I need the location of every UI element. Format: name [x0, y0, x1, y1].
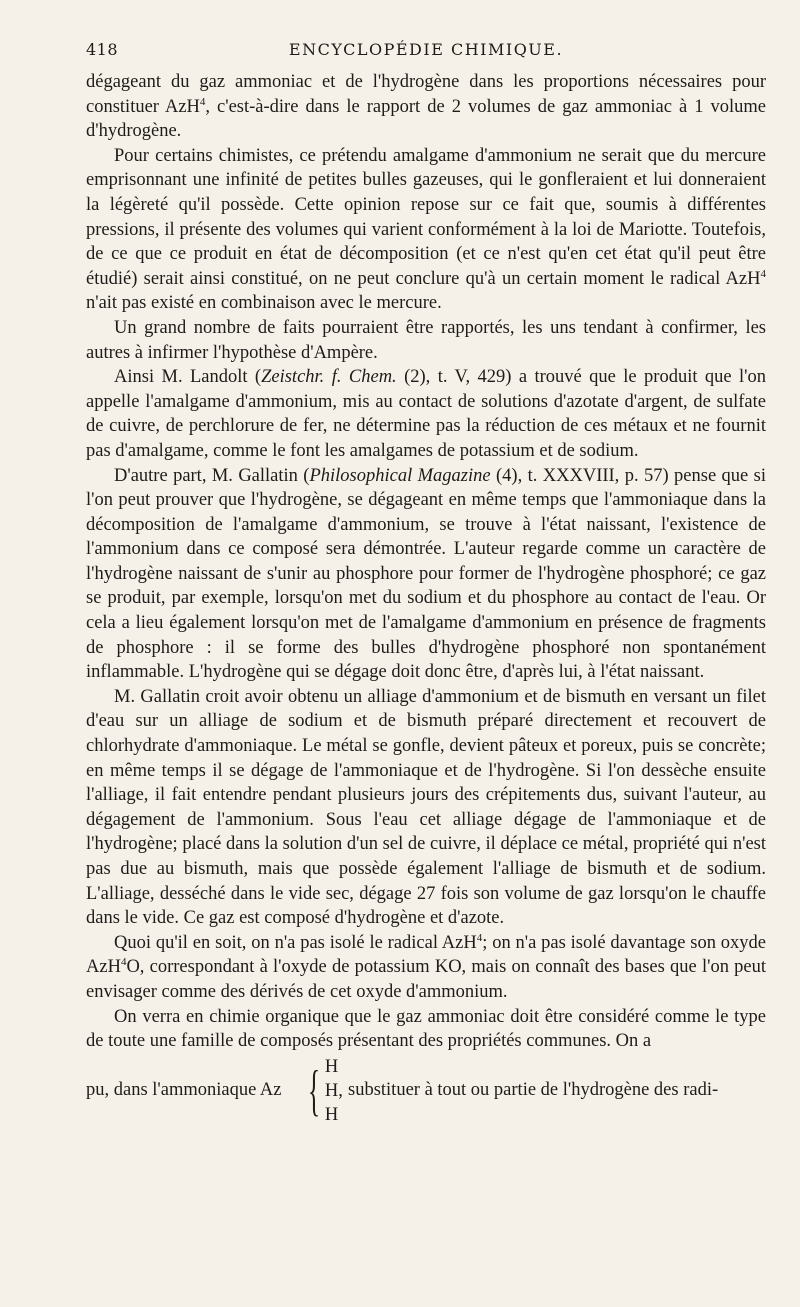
paragraph-3: Un grand nombre de faits pourraient être rapportés, les uns tendant à confirmer, les autres à infirmer l'hypothèse d'Ampère. [86, 317, 766, 363]
hydrogen-2: H, [324, 1080, 343, 1101]
paragraph-8: On verra en chimie organique que le gaz ammoniac doit être considéré comme le type de toute une famille de composés présentant des propriétés communes. On a [86, 1006, 766, 1052]
ammonia-formula [308, 1054, 343, 1128]
page-number: 418 [86, 40, 119, 59]
paragraph-5: D'autre part, M. Gallatin (Philosophical Magazine (4), t. XXXVIII, p. 57) pense que si l'on peut prouver que l'hydrogène, se dégageant en même temps que l'ammoniaque dans la décomposition de l'amalgame d'ammonium, se trouve à l'état naissant, l'existence de l'ammonium dans ce composé sera démontrée. L'auteur regarde comme un caractère de l'hydrogène naissant de s'unir au phosphore pour former de l'hydrogène phosphoré; ce gaz se produit, par exemple, lorsqu'on met du sodium et du phosphore au contact de l'eau. Or cela a lieu également lorsqu'on met de l'amalgame d'ammonium en présence de fragments de phosphore : il se forme des bulles d'hydrogène phosphoré non spontanément inflammable. L'hydrogène qui se dégage doit donc être, d'après lui, à l'état naissant. [86, 465, 766, 683]
paragraph-7: Quoi qu'il en soit, on n'a pas isolé le radical AzH$^4$; on n'a pas isolé davantage son oxyde AzH$^4$O, correspondant à l'oxyde de potassium KO, mais on connaît des bases que l'on peut envisager comme des dérivés de cet oxyde d'ammonium. [86, 931, 766, 1002]
formula-line [86, 1054, 766, 1128]
running-head [86, 40, 766, 70]
paragraph-6: M. Gallatin croit avoir obtenu un alliage d'ammonium et de bismuth en versant un filet d'eau sur un alliage de sodium et de bismuth préparé directement et recouvert de chlorhydrate d'ammoniaque. Le métal se gonfle, devient pâteux et poreux, puis se concrète; en même temps il se dégage de l'ammoniaque et de l'hydrogène. Si l'on dessèche ensuite l'alliage, il fait entendre pendant plusieurs jours des crépitements dus, suivant l'auteur, au dégagement de l'ammonium. Sous l'eau cet alliage dégage de l'ammoniaque et de l'hydrogène; placé dans la solution d'un sel de cuivre, il déplace ce métal, propriété qui n'est pas due au bismuth, mais que possède également l'alliage de bismuth et de sodium. L'alliage, desséché dans le vide sec, dégage 27 fois son volume de gaz lorsqu'on le chauffe dans le vide. Ce gaz est composé d'hydrogène et d'azote. [86, 686, 766, 929]
running-title: ENCYCLOPÉDIE CHIMIQUE. [288, 40, 564, 59]
formula-left-text: pu, dans l'ammoniaque Az [86, 1079, 282, 1100]
body-text [86, 70, 766, 1128]
curly-brace: { [308, 1059, 321, 1122]
paragraph-2: Pour certains chimistes, ce prétendu amalgame d'ammonium ne serait que du mercure emprisonnant une infinité de petites bulles gazeuses, qui le gonfleraient et lui donneraient la légèreté qu'il possède. Cette opinion repose sur ce fait que, soumis à différentes pressions, il présente des volumes qui varient conformément à la loi de Mariotte. Toutefois, de ce que ce produit en état de décomposition (et ce n'est qu'en cet état qu'il peut être étudié) serait ainsi constitué, on ne peut conclure qu'à un certain moment le radical AzH$^4$ n'ait pas existé en combinaison avec le mercure. [86, 145, 766, 314]
hydrogen-1: H [324, 1056, 339, 1077]
formula-right-text: substituer à tout ou partie de l'hydrogène des radi- [348, 1079, 719, 1100]
hydrogen-3: H [324, 1104, 339, 1125]
hydrogen-stack [325, 1055, 343, 1127]
page [86, 40, 766, 1128]
paragraph-1: dégageant du gaz ammoniac et de l'hydrogène dans les proportions nécessaires pour constituer AzH$^4$, c'est-à-dire dans le rapport de 2 volumes de gaz ammoniac à 1 volume d'hydrogène. [86, 72, 766, 142]
paragraph-4: Ainsi M. Landolt (Zeistchr. f. Chem. (2), t. V, 429) a trouvé que le produit que l'on appelle l'amalgame d'ammonium, mis au contact de solutions d'azotate d'argent, de sulfate de cuivre, de perchlorure de fer, ne détermine pas la réduction de ces métaux et ne fournit pas d'amalgame, comme le font les amalgames de potassium et de sodium. [86, 367, 766, 461]
